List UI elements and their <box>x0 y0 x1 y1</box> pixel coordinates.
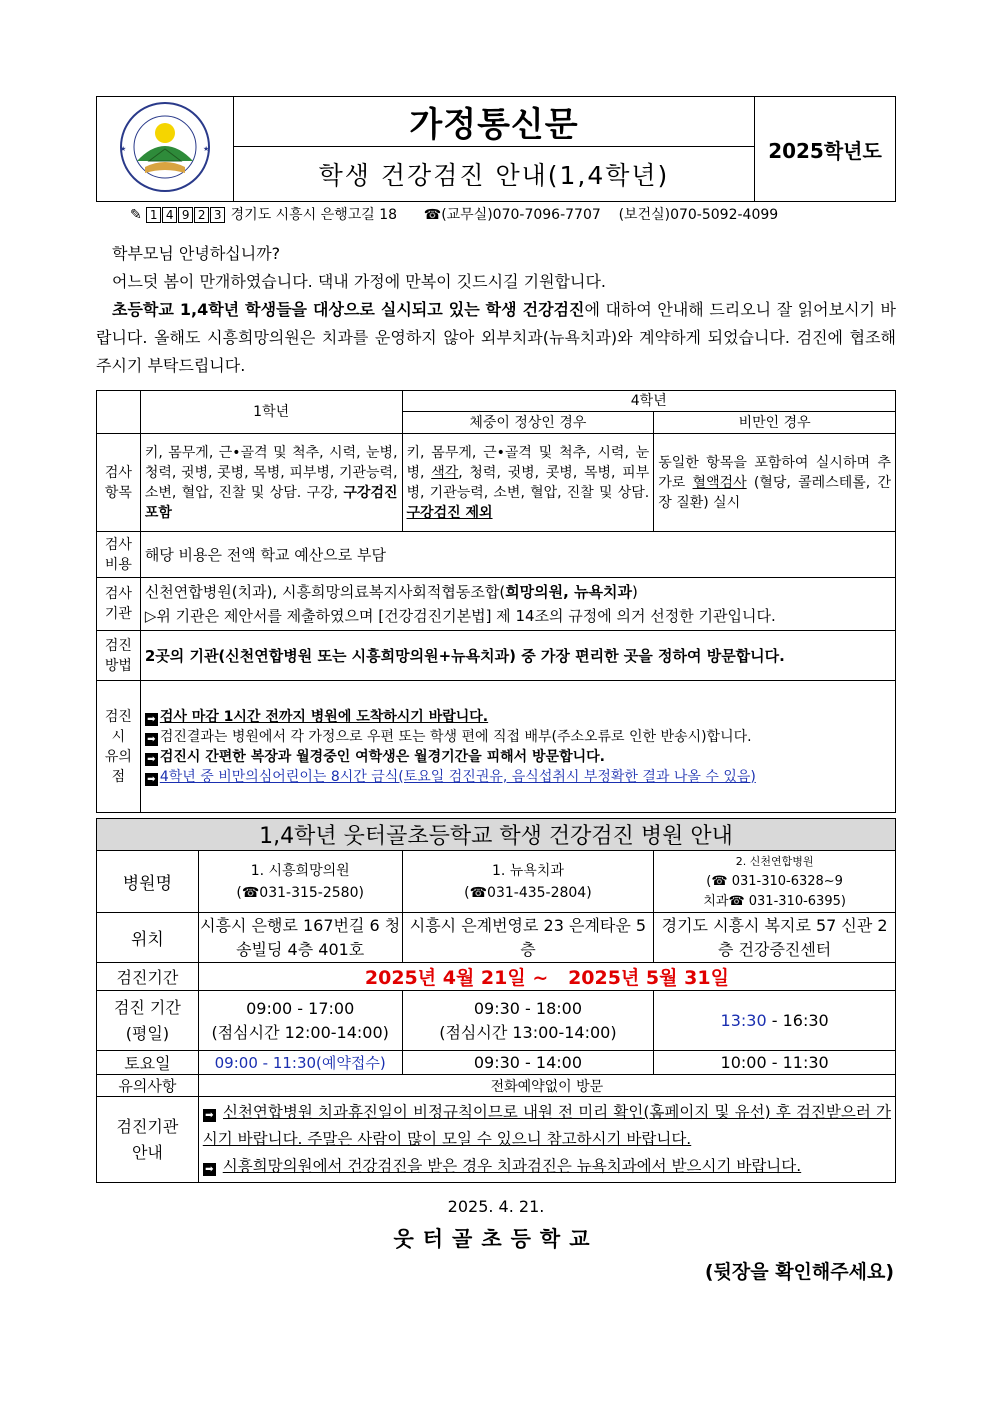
street-address: 경기도 시흥시 은행고길 18 <box>230 207 398 223</box>
period-value: 2025년 4월 21일 ~ 2025년 5월 31일 <box>198 963 895 991</box>
school-name: 웃터골초등학교 <box>393 1227 599 1251</box>
lunch-hours: (점심시간 13:00-14:00) <box>439 1022 617 1042</box>
guide-label: 검진기관 안내 <box>97 1097 199 1183</box>
normal-items <box>402 434 654 532</box>
saturday-label: 토요일 <box>97 1051 199 1075</box>
institution-line <box>145 580 891 604</box>
items-label: 검사 항목 <box>97 434 141 532</box>
greeting: 학부모님 안녕하십니까? <box>112 244 281 263</box>
corner-cell <box>97 391 141 434</box>
weekday-start: 13:30 <box>720 1011 767 1030</box>
zip-digit: 2 <box>194 207 209 223</box>
weekday-end: - 16:30 <box>766 1011 829 1030</box>
note-text: 검사 마감 1시간 전까지 병원에 도착하시기 바랍니다. <box>159 708 489 725</box>
hospital-name: 1. 뉴욕치과 <box>491 862 564 879</box>
hospital-banner: 1,4학년 웃터골초등학교 학생 건강검진 병원 안내 <box>97 819 896 851</box>
normal-items-text: 키, 몸무게, 근•골격 및 척추, 시력, 눈병, <box>406 444 650 481</box>
school-logo-icon <box>113 101 217 193</box>
arrow-right-icon: ➡ <box>145 733 158 746</box>
obese-items-text: (혈당, 콜레스테롤, 간장 질환) 실시 <box>658 474 891 511</box>
notes-list <box>140 681 895 813</box>
guide-text: 신천연합병원 치과휴진일이 비정규칙이므로 내원 전 미리 확인(홈페이지 및 유선) 후 검진받으러 가시기 바랍니다. 주말은 사람이 많이 모일 수 있으니 참고하시기 바랍니다. <box>202 1103 891 1148</box>
hospital-2-weekday <box>402 991 654 1051</box>
arrow-right-icon: ➡ <box>145 713 158 726</box>
address-line <box>130 204 778 224</box>
svg-text:★: ★ <box>120 145 127 153</box>
hospital-3-name <box>654 851 896 913</box>
page-subtitle: 학생 건강검진 안내(1,4학년) <box>234 147 755 202</box>
hospital-dental-phone: 치과☎ 031-310-6395) <box>703 893 846 909</box>
institution-text: 신천연합병원(치과), 시흥희망의료복지사회적협동조합( <box>144 583 506 601</box>
institution-text: ) <box>632 583 638 601</box>
arrow-right-icon: ➡ <box>203 1163 216 1176</box>
institution-label: 검사 기관 <box>97 578 141 631</box>
hospital-name: 2. 신천연합병원 <box>735 854 814 868</box>
method-value: 2곳의 기관(신천연합병원 또는 시흥희망의원+뉴욕치과) 중 가장 편리한 곳을 정하여 방문합니다. <box>140 631 895 681</box>
color-vision-item: 색각 <box>431 464 459 481</box>
note-item <box>145 767 891 787</box>
zip-digit: 4 <box>162 207 177 223</box>
period-label: 검진기간 <box>97 963 199 991</box>
hospital-1-name <box>198 851 402 913</box>
office-phone: ☎(교무실)070-7096-7707 <box>423 207 601 223</box>
page-title: 가정통신문 <box>234 97 755 147</box>
weekday-hours: 09:30 - 18:00 <box>473 998 582 1018</box>
location-label: 위치 <box>97 913 199 963</box>
header-grade1: 1학년 <box>140 391 402 434</box>
caution-label: 유의사항 <box>97 1075 199 1097</box>
hospital-2-name <box>402 851 654 913</box>
note-text: 검진시 간편한 복장과 월경중인 여학생은 월경기간을 피해서 방문합니다. <box>159 748 605 765</box>
school-year: 2025학년도 <box>755 97 896 202</box>
hospital-name-label: 병원명 <box>97 851 199 913</box>
zip-digit: 1 <box>146 207 161 223</box>
method-label: 검진 방법 <box>97 631 141 681</box>
institution-value <box>140 578 895 631</box>
hospital-table <box>96 818 896 1183</box>
note-text: 검진결과는 병원에서 각 가정으로 우편 또는 학생 편에 직접 배부(주소오류로 인한 반송시)합니다. <box>159 728 752 745</box>
guide-text: 시흥희망의원에서 건강검진을 받은 경우 치과검진은 뉴욕치과에서 받으시기 바랍니다. <box>222 1157 802 1175</box>
lunch-hours: (점심시간 12:00-14:00) <box>211 1022 389 1042</box>
exam-info-table <box>96 390 896 813</box>
arrow-right-icon: ➡ <box>203 1109 216 1122</box>
intro-paragraph <box>96 296 896 380</box>
pen-icon: ✎ <box>130 207 142 223</box>
cost-label: 검사 비용 <box>97 532 141 578</box>
intro-bold: 초등학교 1,4학년 학생들을 대상으로 실시되고 있는 학생 건강검진 <box>112 300 585 319</box>
grade1-items-bold: 구강검진 포함 <box>144 484 398 521</box>
arrow-right-icon: ➡ <box>145 773 158 786</box>
hospital-3-saturday: 10:00 - 11:30 <box>654 1051 896 1075</box>
header-grade4: 4학년 <box>402 391 895 412</box>
arrow-right-icon: ➡ <box>145 753 158 766</box>
hospital-phone: (☎ 031-310-6328~9 <box>706 873 843 889</box>
zip-digit: 3 <box>210 207 225 223</box>
notes-label: 검진 시 유의 점 <box>97 681 141 813</box>
intro-line: 어느덧 봄이 만개하였습니다. 댁내 가정에 만복이 깃드시길 기원합니다. <box>112 272 606 291</box>
note-item <box>145 747 891 767</box>
hospital-name: 1. 시흥희망의원 <box>250 862 350 879</box>
grade1-items-text: 키, 몸무게, 근•골격 및 척추, 시력, 눈병, 청력, 귓병, 콧병, 목병, 피부병, 기관능력, 소변, 혈압, 진찰 및 상담. 구강, <box>144 444 398 501</box>
hospital-phone: (☎031-315-2580) <box>236 884 364 901</box>
header-obese: 비만인 경우 <box>654 412 896 434</box>
institution-bold: 희망의원, 뉴욕치과 <box>505 583 633 601</box>
hospital-1-saturday: 09:00 - 11:30(예약접수) <box>198 1051 402 1075</box>
guide-item <box>203 1099 891 1153</box>
obese-items-text: 동일한 항목을 포함하여 실시하며 추가로 <box>658 454 891 491</box>
zip-digit: 9 <box>178 207 193 223</box>
header-table <box>96 96 896 202</box>
note-item <box>145 707 891 727</box>
hospital-phone: (☎031-435-2804) <box>464 884 592 901</box>
blood-test-item: 혈액검사 <box>692 474 747 491</box>
back-page-note: (뒷장을 확인해주세요) <box>704 1261 894 1283</box>
hospital-3-weekday <box>654 991 896 1051</box>
hospital-3-location: 경기도 시흥시 복지로 57 신관 2층 건강증진센터 <box>654 913 896 963</box>
normal-items-text: , 청력, 귓병, 콧병, 목병, 피부병, 기관능력, 소변, 혈압, 진찰 및 상담. <box>406 464 650 501</box>
grade1-items <box>140 434 402 532</box>
note-text: 4학년 중 비만의심어린이는 8시간 금식(토요일 검진권유, 음식섭취시 부정확한 결과 나올 수 있음) <box>159 768 756 785</box>
guide-item <box>203 1153 891 1180</box>
note-item <box>145 727 891 747</box>
header-normal-weight: 체중이 정상인 경우 <box>402 412 654 434</box>
zip-code <box>146 207 230 223</box>
weekday-hours: 09:00 - 17:00 <box>246 998 355 1018</box>
issue-date: 2025. 4. 21. <box>447 1197 545 1216</box>
hospital-1-location: 시흥시 은행로 167번길 6 청송빌딩 4층 401호 <box>198 913 402 963</box>
institution-note: ▷위 기관은 제안서를 제출하였으며 [건강검진기본법] 제 14조의 규정에 의거 선정한 기관입니다. <box>144 607 776 625</box>
hospital-2-saturday: 09:30 - 14:00 <box>402 1051 654 1075</box>
guide-value <box>198 1097 895 1183</box>
caution-value: 전화예약없이 방문 <box>198 1075 895 1097</box>
cost-value: 해당 비용은 전액 학교 예산으로 부담 <box>140 532 895 578</box>
obese-items <box>654 434 896 532</box>
logo-cell <box>97 97 234 202</box>
svg-text:★: ★ <box>203 145 210 153</box>
hospital-1-weekday <box>198 991 402 1051</box>
intro-rest: 에 대하여 안내해 드리오니 잘 읽어보시기 바랍니다. 올해도 시흥희망의원은 치과를 운영하지 않아 외부치과(뉴욕치과)와 계약하게 되었습니다. 검진에 협조해 주시기 부탁드립니다. <box>96 300 896 375</box>
normal-items-bold: 구강검진 제외 <box>406 504 493 521</box>
hospital-2-location: 시흥시 은계번영로 23 은계타운 5층 <box>402 913 654 963</box>
health-phone: (보건실)070-5092-4099 <box>618 207 779 223</box>
weekday-label: 검진 기간 (평일) <box>97 991 199 1051</box>
